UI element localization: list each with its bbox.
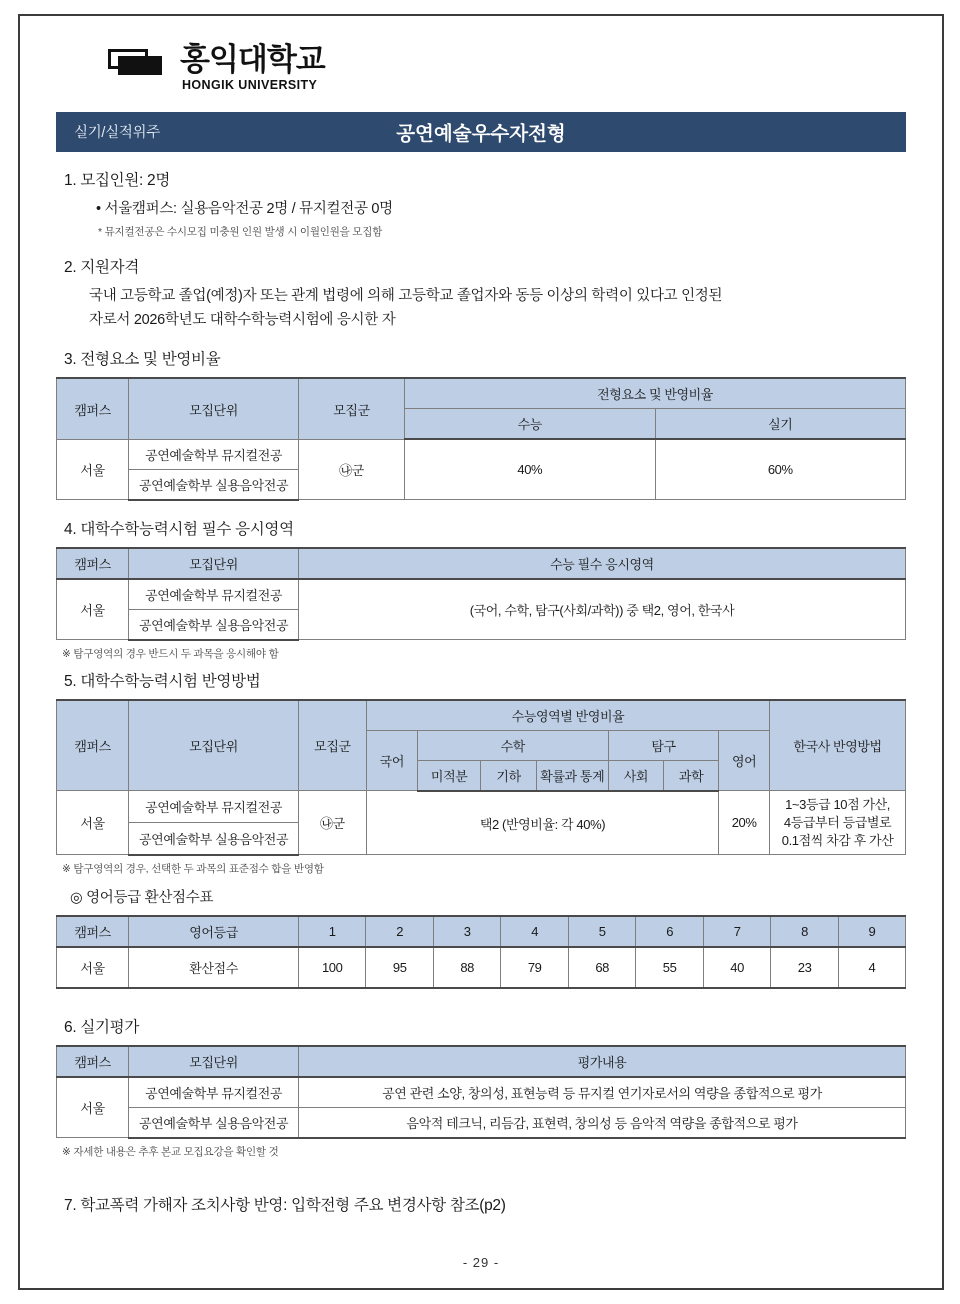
- cell-unit-musical: 공연예술학부 뮤지컬전공: [129, 791, 299, 823]
- history-line-3: 0.1점씩 차감 후 가산: [781, 832, 894, 848]
- page-title: 공연예술우수자전형: [396, 122, 566, 145]
- header-unit: 모집단위: [129, 1046, 299, 1077]
- logo-text-block: [180, 44, 325, 92]
- cell-group: ㉯군: [298, 439, 404, 500]
- section-2-line-1: 국내 고등학교 졸업(예정)자 또는 관계 법령에 의해 고등학교 졸업자와 동등 이상의 학력이 있다고 인정된: [89, 287, 723, 304]
- cell-score-6: 55: [636, 947, 703, 988]
- table-header-row: [57, 548, 906, 579]
- header-ratio-span: 수능영역별 반영비율: [366, 700, 769, 731]
- page-frame: [18, 14, 944, 1290]
- cell-suneung-ratio: 40%: [405, 439, 655, 500]
- section-3-elements: [56, 347, 906, 501]
- cell-campus: 서울: [57, 579, 129, 640]
- header-inquiry-social: 사회: [608, 760, 663, 791]
- section-6-practical-evaluation: [56, 1015, 906, 1159]
- header-math-calculus: 미적분: [417, 760, 481, 791]
- section-6-footnote: ※ 자세한 내용은 추후 본교 모집요강을 확인할 것: [62, 1145, 279, 1158]
- english-conversion-block: [56, 886, 906, 989]
- cell-score-3: 88: [433, 947, 500, 988]
- header-grade-2: 2: [366, 916, 433, 947]
- section-6-table: [56, 1045, 906, 1139]
- table-row: [57, 439, 906, 469]
- cell-unit-musical: 공연예술학부 뮤지컬전공: [129, 439, 299, 469]
- header-practical: 실기: [655, 409, 905, 440]
- table-row: [57, 947, 906, 988]
- cell-practical-ratio: 60%: [655, 439, 905, 500]
- header-grade-1: 1: [298, 916, 365, 947]
- section-5-table: [56, 699, 906, 856]
- cell-score-1: 100: [298, 947, 365, 988]
- section-1-title: 1. 모집인원: 2명: [64, 171, 171, 189]
- header-unit: 모집단위: [129, 700, 299, 791]
- cell-campus: 서울: [57, 1077, 129, 1138]
- section-1-note: * 뮤지컬전공은 수시모집 미충원 인원 발생 시 이월인원을 모집함: [98, 225, 383, 238]
- cell-unit-musical: 공연예술학부 뮤지컬전공: [129, 579, 299, 610]
- english-conversion-title: ◎ 영어등급 환산점수표: [70, 889, 214, 906]
- history-line-1: 1~3등급 10점 가산,: [785, 797, 891, 813]
- logo-english-name: HONGIK UNIVERSITY: [182, 78, 318, 92]
- cell-campus: 서울: [57, 791, 129, 855]
- header-suneung: 수능: [405, 409, 655, 440]
- header-group: 모집군: [298, 378, 404, 439]
- english-conversion-table: [56, 915, 906, 989]
- logo-korean-name: 홍익대학교: [180, 42, 325, 77]
- header-math-probability: 확률과 통계: [536, 760, 608, 791]
- cell-score-4: 79: [501, 947, 568, 988]
- section-2-title: 2. 지원자격: [64, 258, 140, 276]
- section-4-footnote: ※ 탐구영역의 경우 반드시 두 과목을 응시해야 함: [62, 647, 279, 660]
- header-english: 영어: [719, 730, 770, 791]
- header-unit: 모집단위: [129, 378, 299, 439]
- table-header-row: [57, 378, 906, 409]
- header-group: 모집군: [298, 700, 366, 791]
- cell-unit-applied-music: 공연예술학부 실용음악전공: [129, 469, 299, 500]
- cell-campus: 서울: [57, 947, 129, 988]
- cell-score-7: 40: [703, 947, 770, 988]
- cell-required-areas: (국어, 수학, 탐구(사회/과학)) 중 택2, 영어, 한국사: [298, 579, 905, 640]
- header-unit: 모집단위: [129, 548, 299, 579]
- header-campus: 캠퍼스: [57, 548, 129, 579]
- section-6-title: 6. 실기평가: [64, 1018, 140, 1036]
- cell-unit-musical: 공연예술학부 뮤지컬전공: [129, 1077, 299, 1108]
- cell-unit-applied-music: 공연예술학부 실용음악전공: [129, 609, 299, 640]
- history-line-2: 4등급부터 등급별로: [783, 814, 892, 830]
- section-7-school-violence: [56, 1193, 906, 1215]
- cell-score-9: 4: [838, 947, 905, 988]
- section-1-bullet: • 서울캠퍼스: 실용음악전공 2명 / 뮤지컬전공 0명: [96, 200, 393, 217]
- header-grade-5: 5: [568, 916, 635, 947]
- header-math-geometry: 기하: [481, 760, 536, 791]
- section-2-eligibility: [56, 255, 906, 332]
- university-logo: [108, 44, 906, 92]
- section-4-required-areas: [56, 517, 906, 661]
- section-2-line-2: 자로서 2026학년도 대학수학능력시험에 응시한 자: [89, 311, 396, 328]
- cell-score-8: 23: [771, 947, 838, 988]
- section-4-title: 4. 대학수학능력시험 필수 응시영역: [64, 520, 294, 538]
- header-math: 수학: [417, 730, 608, 760]
- header-campus: 캠퍼스: [57, 1046, 129, 1077]
- header-campus: 캠퍼스: [57, 700, 129, 791]
- cell-score-2: 95: [366, 947, 433, 988]
- header-grade-4: 4: [501, 916, 568, 947]
- cell-select-two: 택2 (반영비율: 각 40%): [366, 791, 718, 855]
- banner-category-label: 실기/실적위주: [74, 125, 160, 141]
- table-row: [57, 579, 906, 610]
- table-header-row: [57, 1046, 906, 1077]
- header-grade-7: 7: [703, 916, 770, 947]
- cell-unit-applied-music: 공연예술학부 실용음악전공: [129, 822, 299, 854]
- header-evaluation-content: 평가내용: [298, 1046, 905, 1077]
- table-row: [57, 791, 906, 823]
- table-row: [57, 1077, 906, 1108]
- header-elements-span: 전형요소 및 반영비율: [405, 378, 906, 409]
- header-required-areas: 수능 필수 응시영역: [298, 548, 905, 579]
- cell-score-5: 68: [568, 947, 635, 988]
- section-5-footnote: ※ 탐구영역의 경우, 선택한 두 과목의 표준점수 합을 반영함: [62, 862, 324, 875]
- header-grade-8: 8: [771, 916, 838, 947]
- cell-english-ratio: 20%: [719, 791, 770, 855]
- cell-campus: 서울: [57, 439, 129, 500]
- table-row: [57, 1107, 906, 1138]
- header-inquiry-science: 과학: [663, 760, 718, 791]
- cell-conversion-label: 환산점수: [129, 947, 299, 988]
- section-3-table: [56, 377, 906, 501]
- cell-history-method: [770, 791, 906, 855]
- page-banner: [56, 112, 906, 152]
- header-korean: 국어: [366, 730, 417, 791]
- header-english-grade: 영어등급: [129, 916, 299, 947]
- cell-content-musical: 공연 관련 소양, 창의성, 표현능력 등 뮤지컬 연기자로서의 역량을 종합적으로 평가: [298, 1077, 905, 1108]
- header-campus: 캠퍼스: [57, 378, 129, 439]
- section-5-title: 5. 대학수학능력시험 반영방법: [64, 672, 261, 690]
- section-3-title: 3. 전형요소 및 반영비율: [64, 351, 221, 369]
- section-5-reflection-method: [56, 669, 906, 876]
- section-1-recruitment: [56, 168, 906, 239]
- header-grade-3: 3: [433, 916, 500, 947]
- header-grade-6: 6: [636, 916, 703, 947]
- cell-unit-applied-music: 공연예술학부 실용음악전공: [129, 1107, 299, 1138]
- table-header-row: [57, 700, 906, 731]
- header-inquiry: 탐구: [608, 730, 718, 760]
- cell-content-applied-music: 음악적 테크닉, 리듬감, 표현력, 창의성 등 음악적 역량을 종합적으로 평가: [298, 1107, 905, 1138]
- hongik-logo-mark-icon: [108, 49, 164, 79]
- table-header-row: [57, 916, 906, 947]
- header-grade-9: 9: [838, 916, 905, 947]
- section-7-title: 7. 학교폭력 가해자 조치사항 반영: 입학전형 주요 변경사항 참조(p2): [64, 1196, 506, 1214]
- cell-group: ㉯군: [298, 791, 366, 855]
- section-4-table: [56, 547, 906, 641]
- page-number: - 29 -: [462, 1255, 500, 1270]
- header-campus: 캠퍼스: [57, 916, 129, 947]
- header-history-method: 한국사 반영방법: [770, 700, 906, 791]
